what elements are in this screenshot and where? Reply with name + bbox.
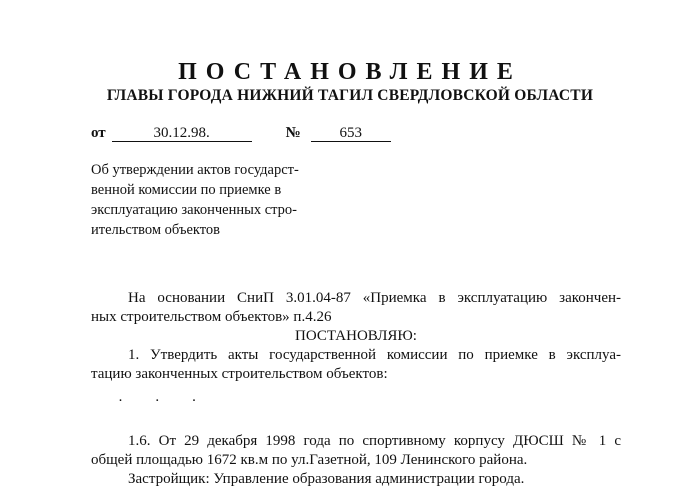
paragraph-line: Застройщик: Управление образования администрации города. <box>128 471 525 487</box>
document-subtitle: ГЛАВЫ ГОРОДА НИЖНИЙ ТАГИЛ СВЕРДЛОВСКОЙ ОБЛАСТИ <box>106 87 594 104</box>
subject-line: венной комиссии по приемке в <box>91 182 282 198</box>
paragraph-line: На основании СниП 3.01.04-87 «Приемка в эксплуатацию закончен- <box>128 290 621 306</box>
date-value: 30.12.98. <box>112 126 252 142</box>
subject-line: Об утверждении актов государст- <box>91 162 299 178</box>
omission-ellipsis: · · · <box>118 393 211 409</box>
subject-line: ительством объектов <box>91 222 220 238</box>
subject-line: эксплуатацию законченных стро- <box>91 202 298 218</box>
decree-heading: ПОСТАНОВЛЯЮ: <box>295 328 417 344</box>
paragraph-line: ных строительством объектов» п.4.26 <box>91 309 332 325</box>
paragraph-item-1 <box>91 346 621 384</box>
number-label: № <box>285 125 301 141</box>
date-label: от <box>91 125 106 141</box>
date-number-row <box>91 124 391 142</box>
paragraph-line: общей площадью 1672 кв.м по ул.Газетной, 109 Ленинского района. <box>91 452 528 468</box>
paragraph-item-1-6 <box>91 432 621 489</box>
paragraph-line: 1. Утвердить акты государственной комиссии по приемке в эксплуа- <box>128 347 621 363</box>
document-title: ПОСТАНОВЛЕНИЕ <box>178 59 522 85</box>
subject-block <box>91 160 341 240</box>
paragraph-line: 1.6. От 29 декабря 1998 года по спортивному корпусу ДЮСШ № 1 с <box>128 433 621 449</box>
paragraph-line: тацию законченных строительством объектов: <box>91 366 388 382</box>
paragraph-basis <box>91 289 621 327</box>
number-value: 653 <box>311 126 391 142</box>
